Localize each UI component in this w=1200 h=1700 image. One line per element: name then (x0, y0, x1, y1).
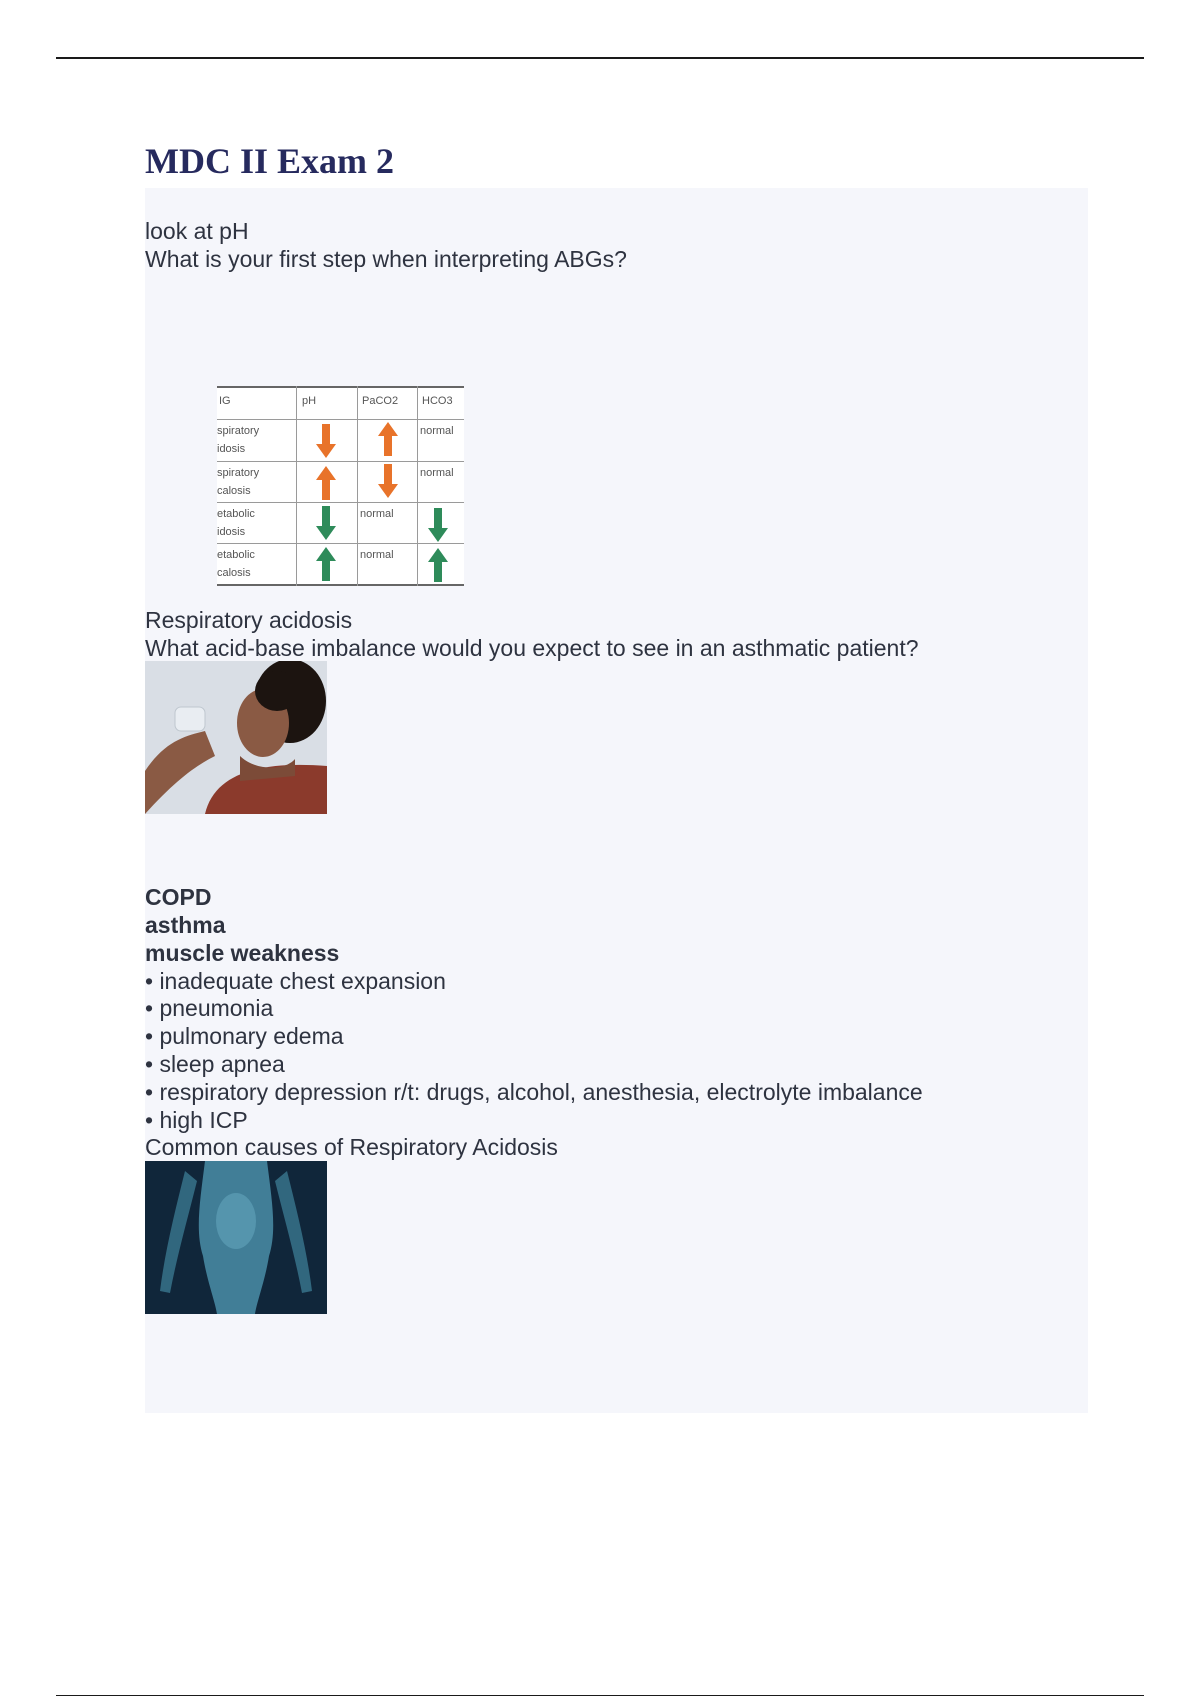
inhaler-photo (145, 661, 327, 814)
abg-row1-label: spiratory idosis (217, 425, 260, 455)
abg-header-paco2: PaCO2 (362, 395, 399, 407)
cause-list-item: • sleep apnea (145, 1051, 285, 1077)
abg-row2-hco3: normal (420, 467, 454, 479)
cause-list-item: • high ICP (145, 1107, 248, 1133)
arrow-up-icon (315, 466, 337, 500)
arrow-down-icon (315, 424, 337, 458)
abg-row2-label: spiratory calosis (217, 467, 260, 497)
cause-list-item: • pneumonia (145, 995, 274, 1021)
arrow-up-icon (315, 547, 337, 581)
arrow-up-icon (377, 422, 399, 456)
abg-row3-paco2: normal (360, 508, 394, 520)
question-causes: Common causes of Respiratory Acidosis (145, 1134, 558, 1160)
abg-row3-label: etabolic idosis (217, 508, 255, 538)
abg-header-label: IG (219, 395, 231, 407)
arrow-up-icon (427, 548, 449, 582)
answer-asthma: Respiratory acidosis (145, 607, 353, 633)
bottom-rule (56, 1695, 1144, 1696)
arrow-down-icon (315, 506, 337, 540)
top-rule (56, 57, 1144, 59)
abg-table-image (217, 386, 464, 586)
document-title: MDC II Exam 2 (145, 141, 394, 181)
question-first-step: What is your first step when interpreting ABGs? (145, 246, 627, 272)
body-photo (145, 1161, 327, 1314)
abg-row4-label: etabolic calosis (217, 549, 255, 579)
abg-header-hco3: HCO3 (422, 395, 453, 407)
question-asthma: What acid-base imbalance would you expect to see in an asthmatic patient? (145, 635, 919, 661)
arrow-down-icon (377, 464, 399, 498)
cause-list-item: • inadequate chest expansion (145, 968, 446, 994)
cause-list-item: • pulmonary edema (145, 1023, 344, 1049)
cause-copd: COPD (145, 884, 212, 910)
cause-asthma: asthma (145, 912, 226, 938)
arrow-down-icon (427, 508, 449, 542)
cause-muscle-weakness: muscle weakness (145, 940, 340, 966)
answer-first-step: look at pH (145, 218, 249, 244)
abg-row1-hco3: normal (420, 425, 454, 437)
abg-row4-paco2: normal (360, 549, 394, 561)
cause-list-item: • respiratory depression r/t: drugs, alcohol, anesthesia, electrolyte imbalance (145, 1079, 923, 1105)
abg-header-ph: pH (302, 395, 317, 407)
